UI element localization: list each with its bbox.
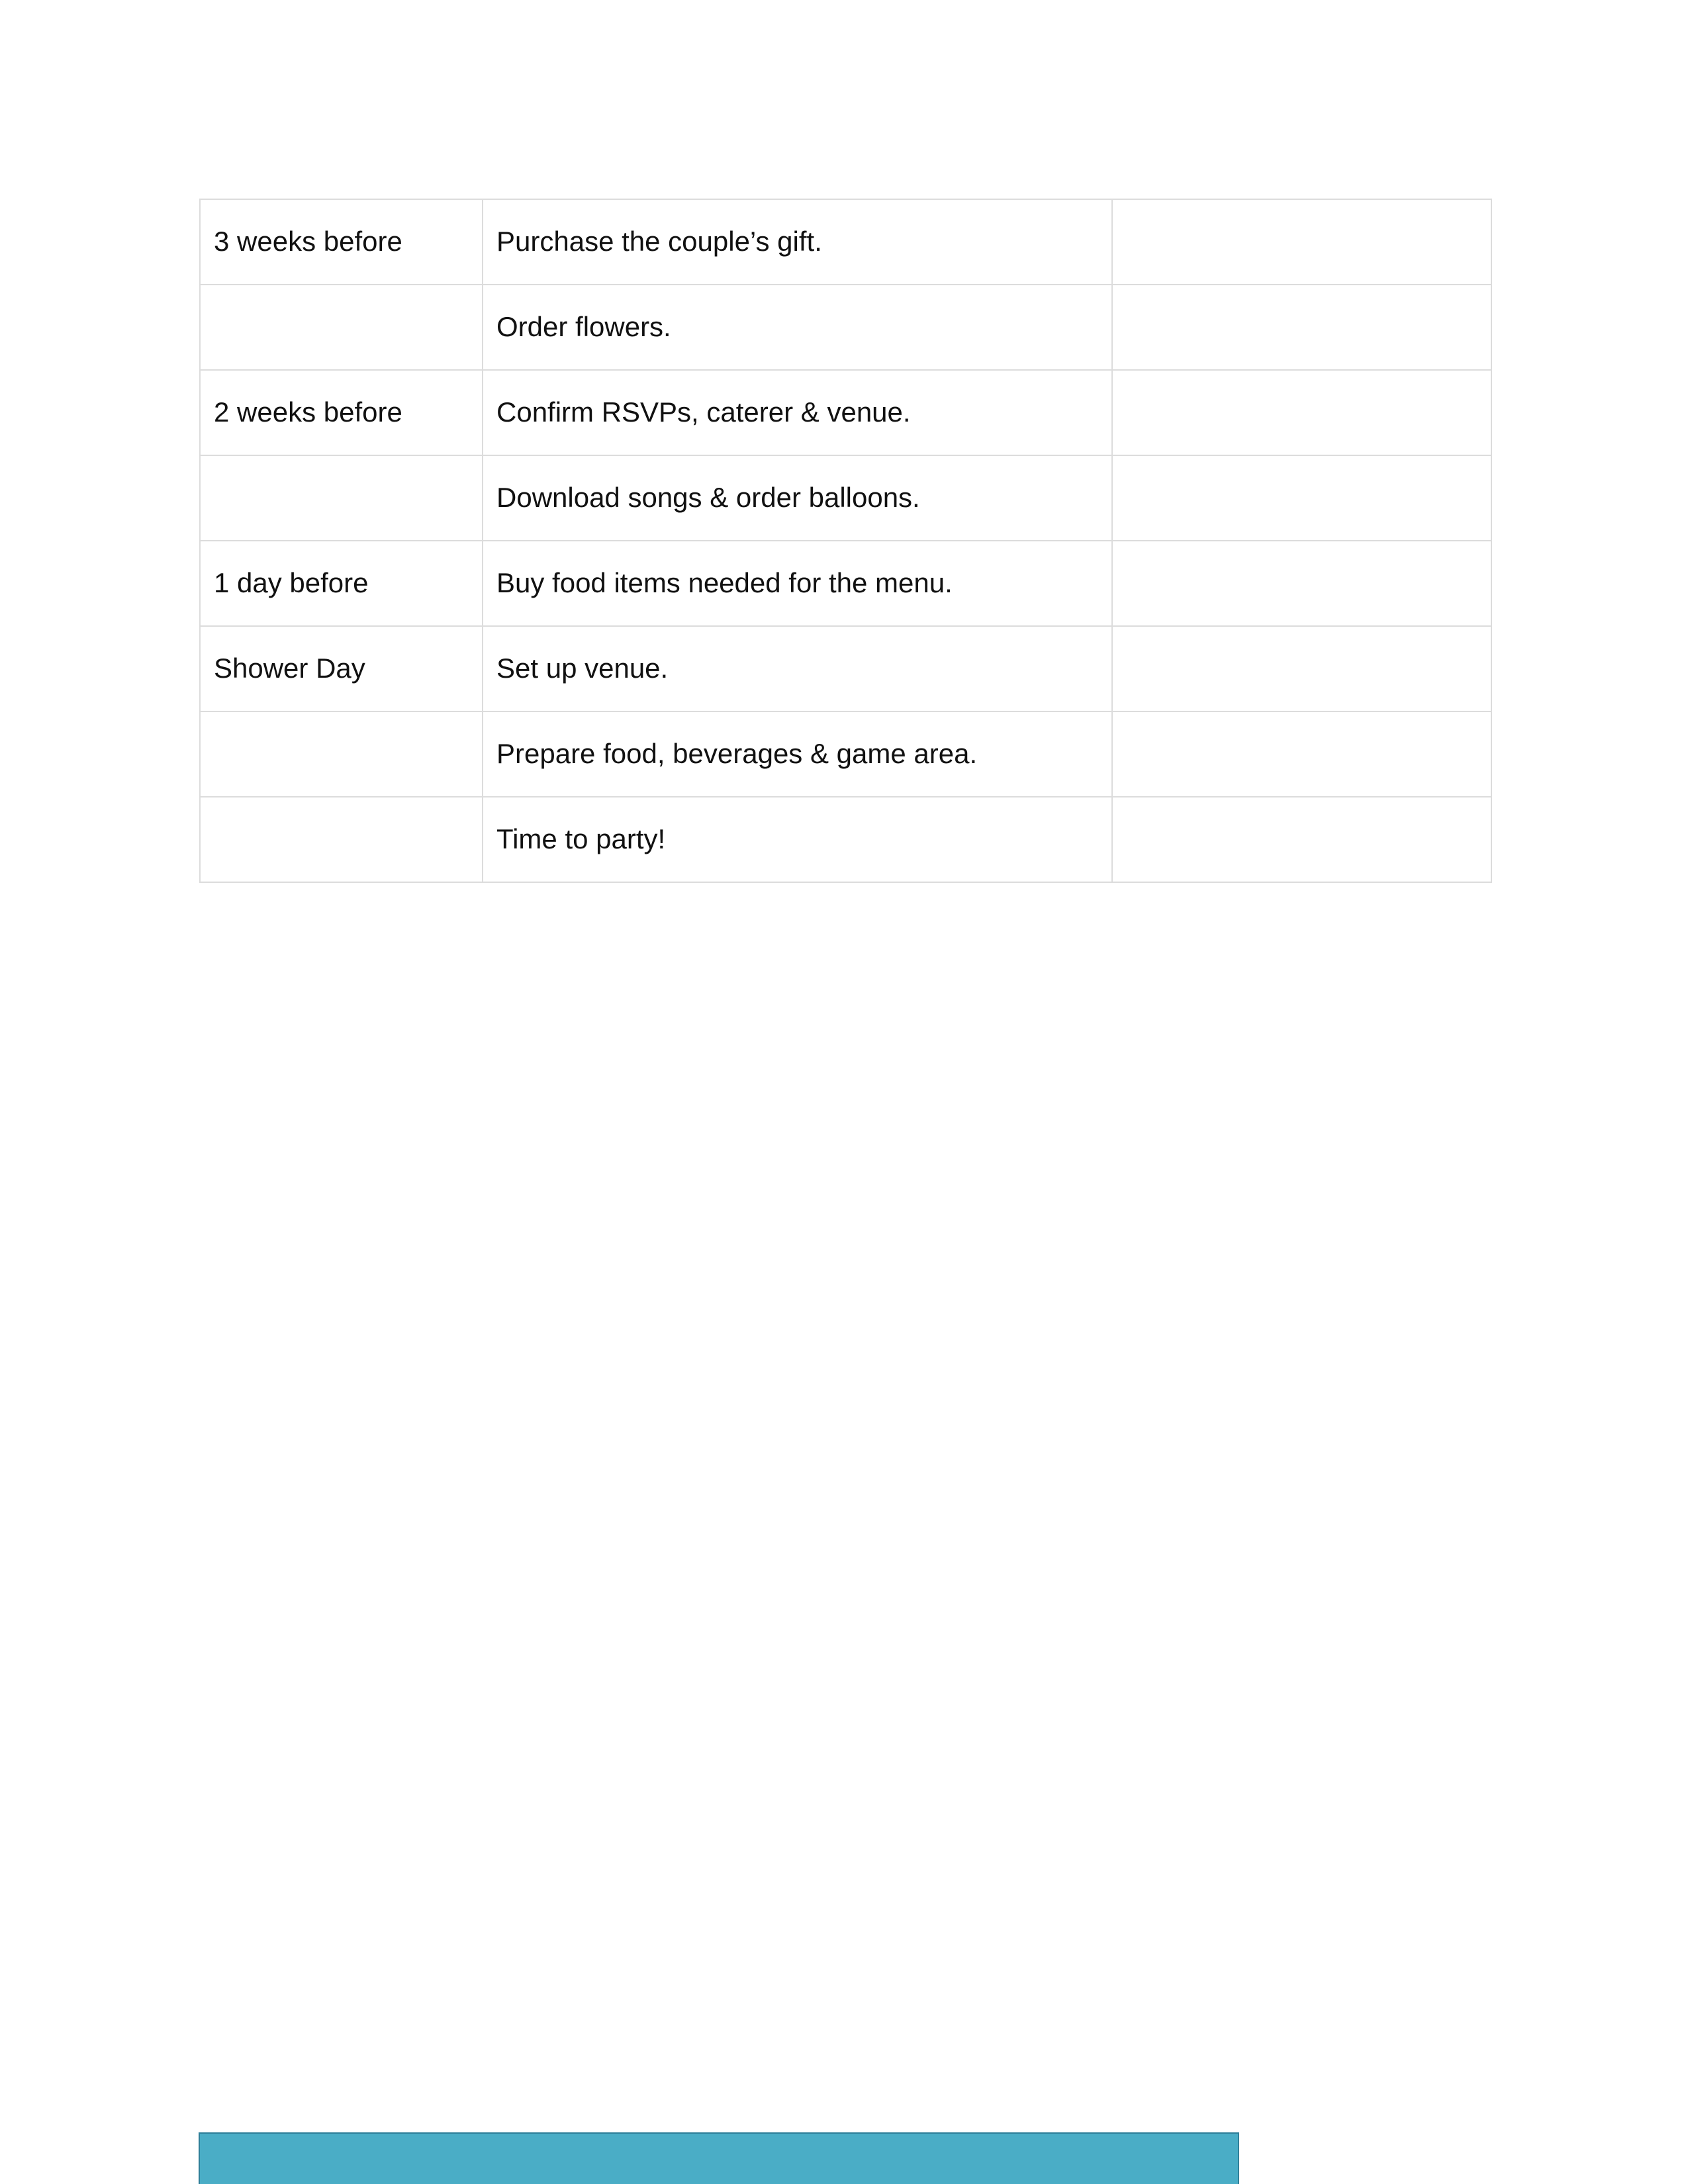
- note-cell: [1112, 370, 1491, 455]
- footer-color-bar: [199, 2132, 1239, 2184]
- note-cell: [1112, 797, 1491, 882]
- when-cell: 2 weeks before: [200, 370, 483, 455]
- task-cell: Buy food items needed for the menu.: [483, 541, 1112, 626]
- note-cell: [1112, 455, 1491, 541]
- when-cell: 1 day before: [200, 541, 483, 626]
- table-row: [200, 626, 1491, 711]
- shower-timeline-table: [199, 199, 1492, 883]
- when-cell: 3 weeks before: [200, 199, 483, 285]
- task-cell: Purchase the couple’s gift.: [483, 199, 1112, 285]
- task-cell: Set up venue.: [483, 626, 1112, 711]
- table-row: [200, 711, 1491, 797]
- note-cell: [1112, 711, 1491, 797]
- task-cell: Prepare food, beverages & game area.: [483, 711, 1112, 797]
- task-cell: Order flowers.: [483, 285, 1112, 370]
- table-row: [200, 199, 1491, 285]
- note-cell: [1112, 626, 1491, 711]
- task-cell: Time to party!: [483, 797, 1112, 882]
- when-cell: Shower Day: [200, 626, 483, 711]
- table-row: [200, 370, 1491, 455]
- when-cell: [200, 797, 483, 882]
- when-cell: [200, 711, 483, 797]
- table-row: [200, 285, 1491, 370]
- when-cell: [200, 285, 483, 370]
- task-cell: Confirm RSVPs, caterer & venue.: [483, 370, 1112, 455]
- table-row: [200, 455, 1491, 541]
- note-cell: [1112, 541, 1491, 626]
- task-cell: Download songs & order balloons.: [483, 455, 1112, 541]
- when-cell: [200, 455, 483, 541]
- table-row: [200, 797, 1491, 882]
- table-row: [200, 541, 1491, 626]
- note-cell: [1112, 199, 1491, 285]
- note-cell: [1112, 285, 1491, 370]
